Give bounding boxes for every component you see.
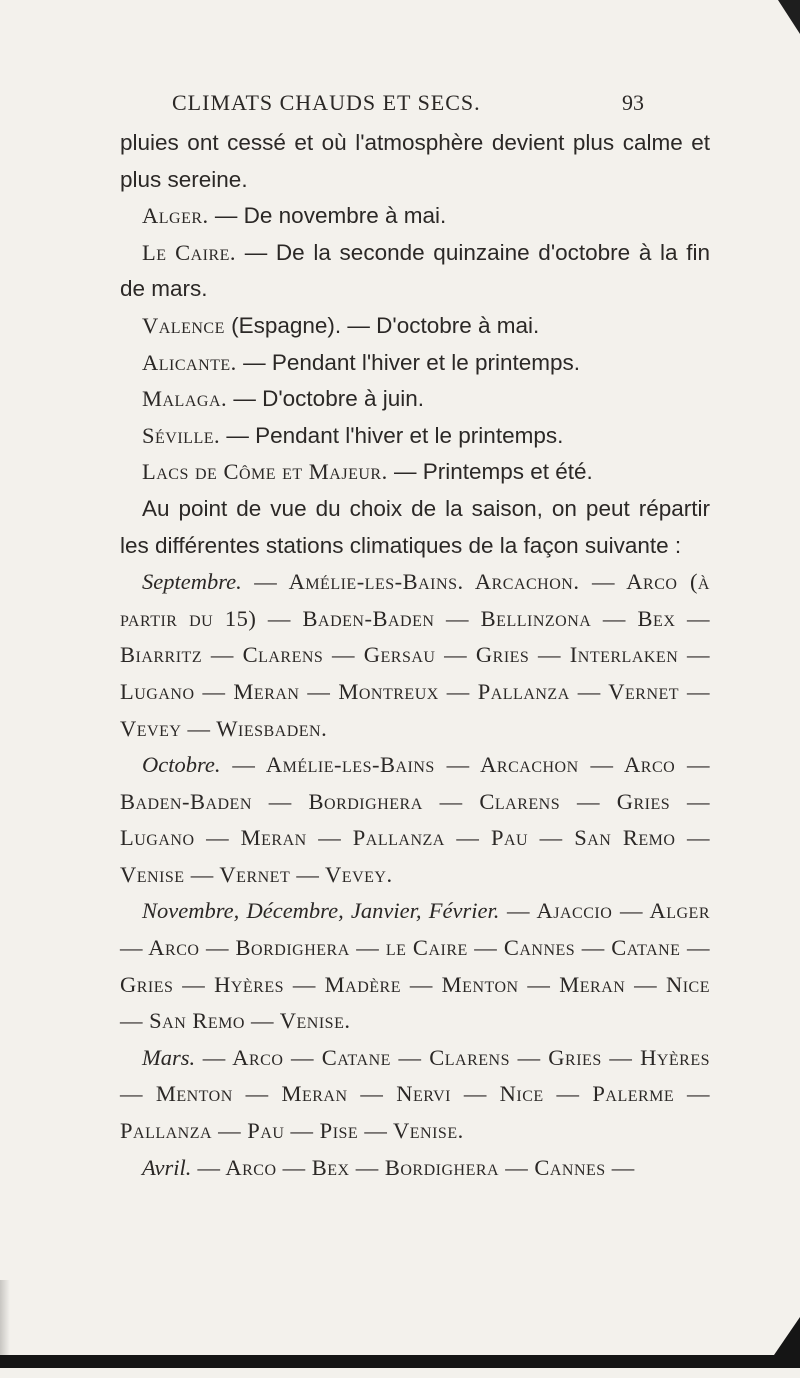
month-entry [120,893,710,1039]
season-text: — D'octobre à juin. [227,386,425,412]
month-stations: — Amélie-les-Bains. Arcachon. — Arco (à partir du 15) — Baden-Baden — Bellinzona — Bex — Biarritz — Clarens — Gersau — Gries — Interlaken — Lugano — Meran — Montreux — Pallanza — Vernet — Vevey — Wiesbaden. [120,569,710,741]
body-text [120,125,710,1186]
month-label: Mars. [142,1044,196,1070]
place-name: Alicante. [142,349,237,375]
month-stations: — Amélie-les-Bains — Arcachon — Arco — Baden-Baden — Bordighera — Clarens — Gries — Lugano — Meran — Pallanza — Pau — San Remo — Venise — Vernet — Vevey. [120,752,710,887]
place-name: Malaga. [142,386,228,412]
month-entry [120,747,710,893]
running-head: CLIMATS CHAUDS ET SECS. [172,90,481,115]
season-entry [120,418,710,455]
place-name: Valence [142,312,225,338]
season-entry [120,381,710,418]
month-label: Septembre. [142,569,242,595]
month-stations: — Arco — Catane — Clarens — Gries — Hyères — Menton — Meran — Nervi — Nice — Palerme — Pallanza — Pau — Pise — Venise. [120,1044,710,1144]
season-text: — De la seconde quinzaine d'octobre à la fin de mars. [120,239,711,302]
transition-paragraph: Au point de vue du choix de la saison, on peut répartir les différentes stations climatiques de la façon suivante : [120,495,710,558]
place-name: Séville. [142,422,221,448]
season-text: — De novembre à mai. [208,203,447,229]
intro-paragraph: pluies ont cessé et où l'atmosphère devient plus calme et plus sereine. [120,130,710,192]
page-number: 93 [622,90,644,115]
month-stations: — Arco — Bex — Bordighera — Cannes — [191,1154,635,1180]
season-entry [120,308,710,345]
month-entry [120,1040,710,1150]
place-name: Lacs de Côme et Majeur. [142,459,388,485]
month-label: Octobre. [142,752,221,778]
season-entry [120,345,710,382]
page-edge-shadow [0,1280,10,1360]
season-text: — Printemps et été. [387,459,593,485]
season-text: — Pendant l'hiver et le printemps. [236,349,581,375]
season-text: (Espagne). — D'octobre à mai. [224,312,540,338]
season-text: — Pendant l'hiver et le printemps. [220,422,564,448]
month-label: Novembre, Décembre, Janvier, Février. [142,898,500,924]
month-entry [120,564,710,747]
season-entry [120,454,710,491]
month-label: Avril. [142,1154,192,1180]
page-corner-mark [778,0,800,34]
place-name: Le Caire. [142,239,237,265]
season-entry [120,235,710,308]
season-entry [120,198,710,235]
place-name: Alger. [142,203,209,229]
page-header [0,90,800,122]
month-stations: — Ajaccio — Alger — Arco — Bordighera — le Caire — Cannes — Catane — Gries — Hyères — Madère — Menton — Meran — Nice — San Remo — Venise. [120,898,710,1034]
page-bottom-edge [0,1355,800,1368]
month-entry [120,1150,710,1187]
